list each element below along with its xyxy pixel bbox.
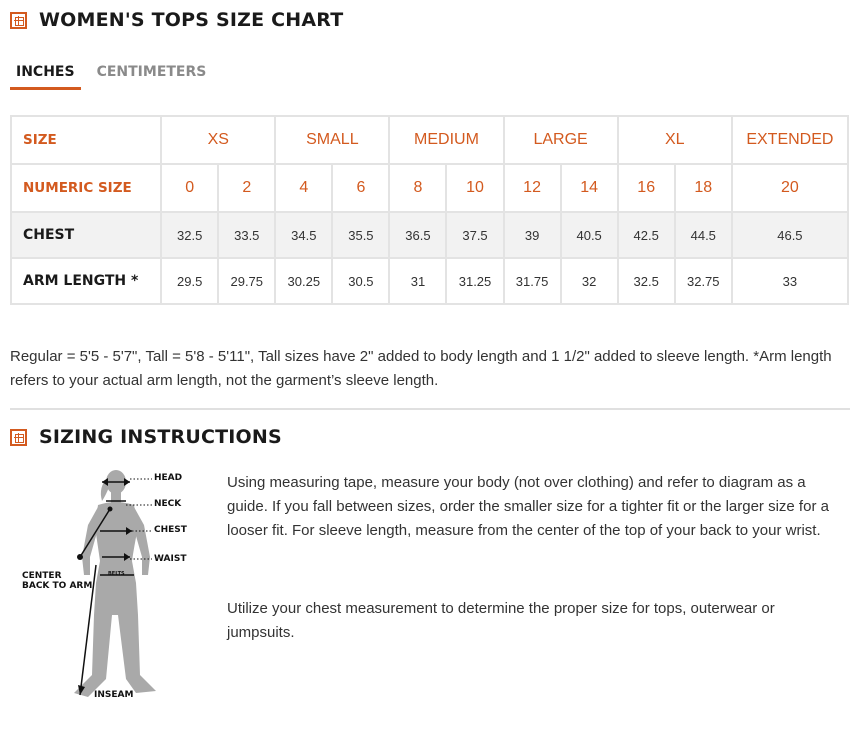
neck-label: NECK	[154, 499, 182, 509]
chest-row	[11, 212, 848, 258]
expand-box-icon[interactable]	[10, 429, 27, 446]
section-divider	[10, 408, 850, 410]
arm-length-cell: 31.75	[504, 258, 561, 304]
arm-length-cell: 31	[389, 258, 446, 304]
size-large: LARGE	[504, 116, 618, 164]
instructions-paragraph-2: Utilize your chest measurement to determine the proper size for tops, outerwear or jumpsuits.	[227, 600, 775, 641]
chest-cell: 36.5	[389, 212, 446, 258]
chest-cell: 40.5	[561, 212, 618, 258]
arm-length-cell: 32.75	[675, 258, 732, 304]
size-chart-title: WOMEN'S TOPS SIZE CHART	[39, 9, 344, 31]
numeric-size-cell: 10	[446, 164, 503, 212]
sizing-instructions-header	[10, 426, 282, 448]
arm-length-cell: 32	[561, 258, 618, 304]
belts-label: BELTS	[108, 571, 125, 577]
instructions-paragraph-1: Using measuring tape, measure your body (not over clothing) and refer to diagram as a guide. If you fall between sizes, order the smaller size for a tighter fit or the larger size for a looser fit. For sleeve length, measure from the center of the top of your back to your wrist.	[227, 474, 829, 539]
size-extended: EXTENDED	[732, 116, 848, 164]
expand-box-icon[interactable]	[10, 12, 27, 29]
measurement-diagram	[18, 465, 218, 710]
arm-length-row	[11, 258, 848, 304]
size-chart-header	[10, 9, 343, 31]
arm-length-cell: 30.5	[332, 258, 389, 304]
sizing-instructions-title: SIZING INSTRUCTIONS	[39, 426, 282, 448]
tab-inches[interactable]: INCHES	[10, 60, 81, 90]
numeric-size-cell: 2	[218, 164, 275, 212]
arm-length-cell: 29.75	[218, 258, 275, 304]
size-xl: XL	[618, 116, 732, 164]
numeric-size-cell: 18	[675, 164, 732, 212]
arm-length-label: ARM LENGTH *	[11, 258, 161, 304]
size-medium: MEDIUM	[389, 116, 503, 164]
chest-label: CHEST	[11, 212, 161, 258]
chest-cell: 42.5	[618, 212, 675, 258]
arm-length-cell: 31.25	[446, 258, 503, 304]
tab-centimeters[interactable]: CENTIMETERS	[96, 64, 207, 80]
numeric-size-row	[11, 164, 848, 212]
size-table	[10, 115, 849, 305]
chest-cell: 37.5	[446, 212, 503, 258]
numeric-size-cell: 14	[561, 164, 618, 212]
chest-cell: 34.5	[275, 212, 332, 258]
numeric-size-cell: 12	[504, 164, 561, 212]
numeric-size-label: NUMERIC SIZE	[11, 164, 161, 212]
size-row-label: SIZE	[11, 116, 161, 164]
numeric-size-cell: 20	[732, 164, 848, 212]
arm-length-cell: 33	[732, 258, 848, 304]
chest-cell: 35.5	[332, 212, 389, 258]
arm-length-cell: 29.5	[161, 258, 218, 304]
inseam-label: INSEAM	[94, 690, 134, 700]
waist-label: WAIST	[154, 554, 187, 564]
numeric-size-cell: 6	[332, 164, 389, 212]
chest-cell: 46.5	[732, 212, 848, 258]
numeric-size-cell: 4	[275, 164, 332, 212]
numeric-size-cell: 16	[618, 164, 675, 212]
size-xs: XS	[161, 116, 275, 164]
center-back-label-line2: BACK TO ARM	[22, 581, 93, 591]
chest-cell: 39	[504, 212, 561, 258]
chest-cell: 32.5	[161, 212, 218, 258]
numeric-size-cell: 0	[161, 164, 218, 212]
head-label: HEAD	[154, 473, 183, 483]
numeric-size-cell: 8	[389, 164, 446, 212]
chest-cell: 44.5	[675, 212, 732, 258]
chest-label-diagram: CHEST	[154, 525, 187, 535]
sizing-note: Regular = 5'5 - 5'7", Tall = 5'8 - 5'11", Tall sizes have 2" added to body length and 1 1/2" added to sleeve length. *Arm length refers to your actual arm length, not the garment’s sleeve length.	[10, 348, 832, 389]
center-back-label-line1: CENTER	[22, 571, 62, 581]
chest-cell: 33.5	[218, 212, 275, 258]
unit-tabs	[10, 60, 222, 90]
size-small: SMALL	[275, 116, 389, 164]
arm-length-cell: 30.25	[275, 258, 332, 304]
arm-length-cell: 32.5	[618, 258, 675, 304]
size-row	[11, 116, 848, 164]
